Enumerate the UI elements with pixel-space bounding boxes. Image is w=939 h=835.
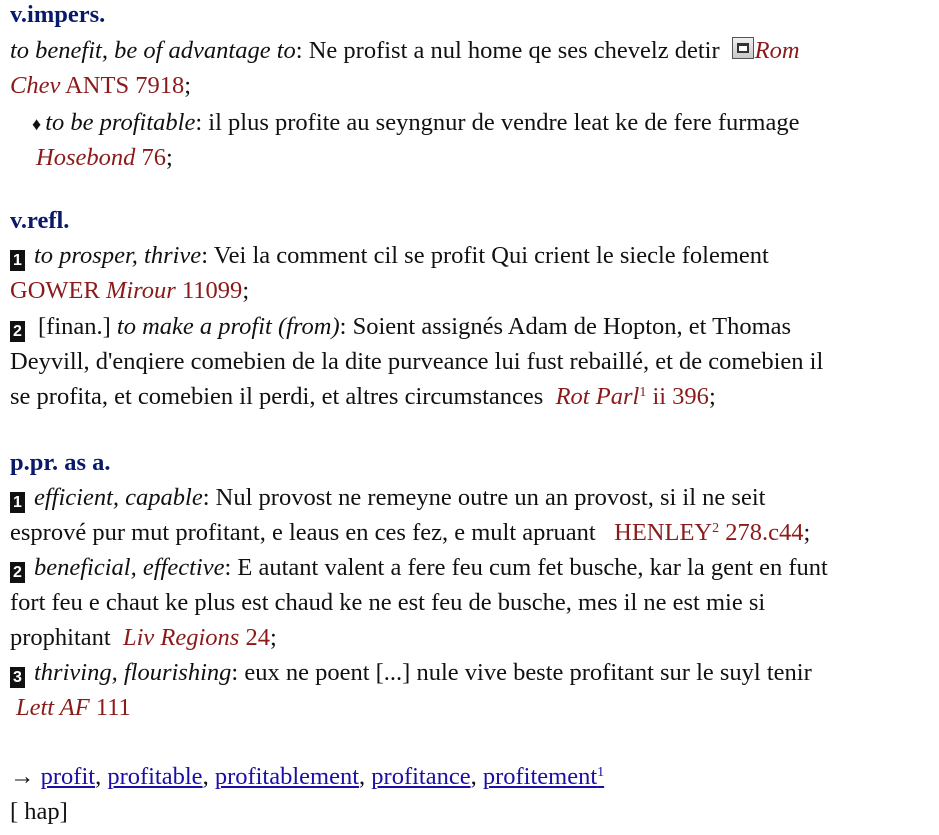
sense-v-impers-1-cont: Chev ANTS 7918; bbox=[10, 72, 192, 99]
cross-reference-line: → profit, profitable, profitablement, profitance, profitement$^1$ bbox=[10, 763, 605, 790]
gloss: to be profitable bbox=[45, 109, 196, 136]
citation-link[interactable]: Hosebond 76 bbox=[36, 144, 166, 171]
sense-p-pr-2-line2: fort feu e chaut ke plus est chaud ke ne est feu de busche, mes il ne est mie si bbox=[10, 589, 766, 616]
usage-label: [finan.] bbox=[38, 313, 111, 340]
crossref-link-profitable[interactable]: profitable bbox=[107, 763, 203, 790]
sense-p-pr-1-cont: esprové pur mut profitant, e leaus en ces fez, e mult apruant HENLEY$^2$ 278.c44; bbox=[10, 519, 811, 546]
quotation: Nul provost ne remeyne outre un an provost, si il ne seit bbox=[215, 484, 766, 511]
gloss: to make a profit (from) bbox=[116, 313, 340, 340]
quotation: eux ne poent [...] nule vive beste profitant sur le suyl tenir bbox=[244, 659, 812, 686]
crossref-link-profitement[interactable]: profitement$^1$ bbox=[482, 763, 605, 790]
sense-number-badge: 1 bbox=[10, 250, 25, 271]
quotation: se profita, et comebien il perdi, et altres circumstances bbox=[10, 383, 544, 410]
gloss: to prosper, thrive bbox=[34, 242, 202, 269]
gloss: thriving, flourishing bbox=[34, 659, 232, 686]
citation-link[interactable]: Rot Parl$^1$ ii 396 bbox=[555, 383, 709, 410]
citation-link[interactable]: HENLEY$^2$ 278.c44 bbox=[614, 519, 804, 546]
quotation: E autant valent a fere feu cum fet busche, kar la gent en funt bbox=[237, 554, 828, 581]
crossref-link-profitablement[interactable]: profitablement bbox=[214, 763, 360, 790]
sense-p-pr-1: 1 efficient, capable: Nul provost ne remeyne outre un an provost, si il ne seit bbox=[10, 481, 765, 515]
subsense-v-impers-cont: Hosebond 76; bbox=[36, 144, 173, 171]
sense-number-badge: 1 bbox=[10, 492, 25, 513]
sense-p-pr-2-line3: prophitant Liv Regions 24; bbox=[10, 624, 277, 651]
citation-link[interactable]: Rom bbox=[754, 37, 800, 64]
quotation: Vei la comment cil se profit Qui crient le siecle folement bbox=[213, 242, 769, 269]
gloss: beneficial, effective bbox=[34, 554, 225, 581]
subsense-v-impers: ♦ to be profitable: il plus profite au seyngnur de vendre leat ke de fere furmage bbox=[32, 109, 800, 136]
sense-number-badge: 2 bbox=[10, 562, 25, 583]
sense-v-refl-2: 2 [finan.] to make a profit (from): Soient assignés Adam de Hopton, et Thomas bbox=[10, 310, 791, 344]
sense-p-pr-2: 2 beneficial, effective: E autant valent a fere feu cum fet busche, kar la gent en funt bbox=[10, 551, 828, 585]
crossref-link-profit[interactable]: profit bbox=[40, 763, 96, 790]
diamond-bullet-icon: ♦ bbox=[32, 114, 42, 134]
sense-number-badge: 3 bbox=[10, 667, 25, 688]
section-heading-p-pr: p.pr. as a. bbox=[10, 449, 111, 476]
quotation: prophitant bbox=[10, 624, 111, 651]
section-heading-v-impers: v.impers. bbox=[10, 1, 106, 28]
quotation: il plus profite au seyngnur de vendre leat ke de fere furmage bbox=[208, 109, 800, 136]
citation-link[interactable]: Lett AF 111 bbox=[16, 694, 131, 721]
sense-v-refl-2-line3: se profita, et comebien il perdi, et altres circumstances Rot Parl$^1$ ii 396; bbox=[10, 383, 716, 410]
sense-p-pr-3: 3 thriving, flourishing: eux ne poent [...] nule vive beste profitant sur le suyl tenir bbox=[10, 656, 812, 690]
citation-link[interactable]: GOWER Mirour 11099 bbox=[10, 277, 243, 304]
crossref-link-profitance[interactable]: profitance bbox=[371, 763, 471, 790]
citation-link[interactable]: Chev ANTS 7918 bbox=[10, 72, 185, 99]
arrow-right-icon: → bbox=[10, 763, 35, 790]
quotation: Soient assignés Adam de Hopton, et Thomas bbox=[352, 313, 792, 340]
gloss: to benefit, be of advantage to bbox=[10, 37, 296, 64]
sense-v-impers-1: to benefit, be of advantage to: Ne profist a nul home qe ses chevelz detir Rom bbox=[10, 37, 800, 64]
sense-number-badge: 2 bbox=[10, 321, 25, 342]
editor-initials: [ hap] bbox=[10, 798, 68, 825]
sense-v-refl-1-cont: GOWER Mirour 11099; bbox=[10, 277, 250, 304]
quotation: Ne profist a nul home qe ses chevelz detir bbox=[308, 37, 720, 64]
sense-v-refl-1: 1 to prosper, thrive: Vei la comment cil se profit Qui crient le siecle folement bbox=[10, 239, 769, 273]
quotation: esprové pur mut profitant, e leaus en ces fez, e mult apruant bbox=[10, 519, 596, 546]
book-icon[interactable] bbox=[732, 37, 754, 59]
gloss: efficient, capable bbox=[34, 484, 203, 511]
sense-p-pr-3-cont bbox=[16, 691, 131, 725]
section-heading-v-refl: v.refl. bbox=[10, 207, 70, 234]
citation-link[interactable]: Liv Regions 24 bbox=[122, 624, 270, 651]
sense-v-refl-2-line2: Deyvill, d'enqiere comebien de la dite purveance lui fust rebaillé, et de comebien il bbox=[10, 348, 824, 375]
